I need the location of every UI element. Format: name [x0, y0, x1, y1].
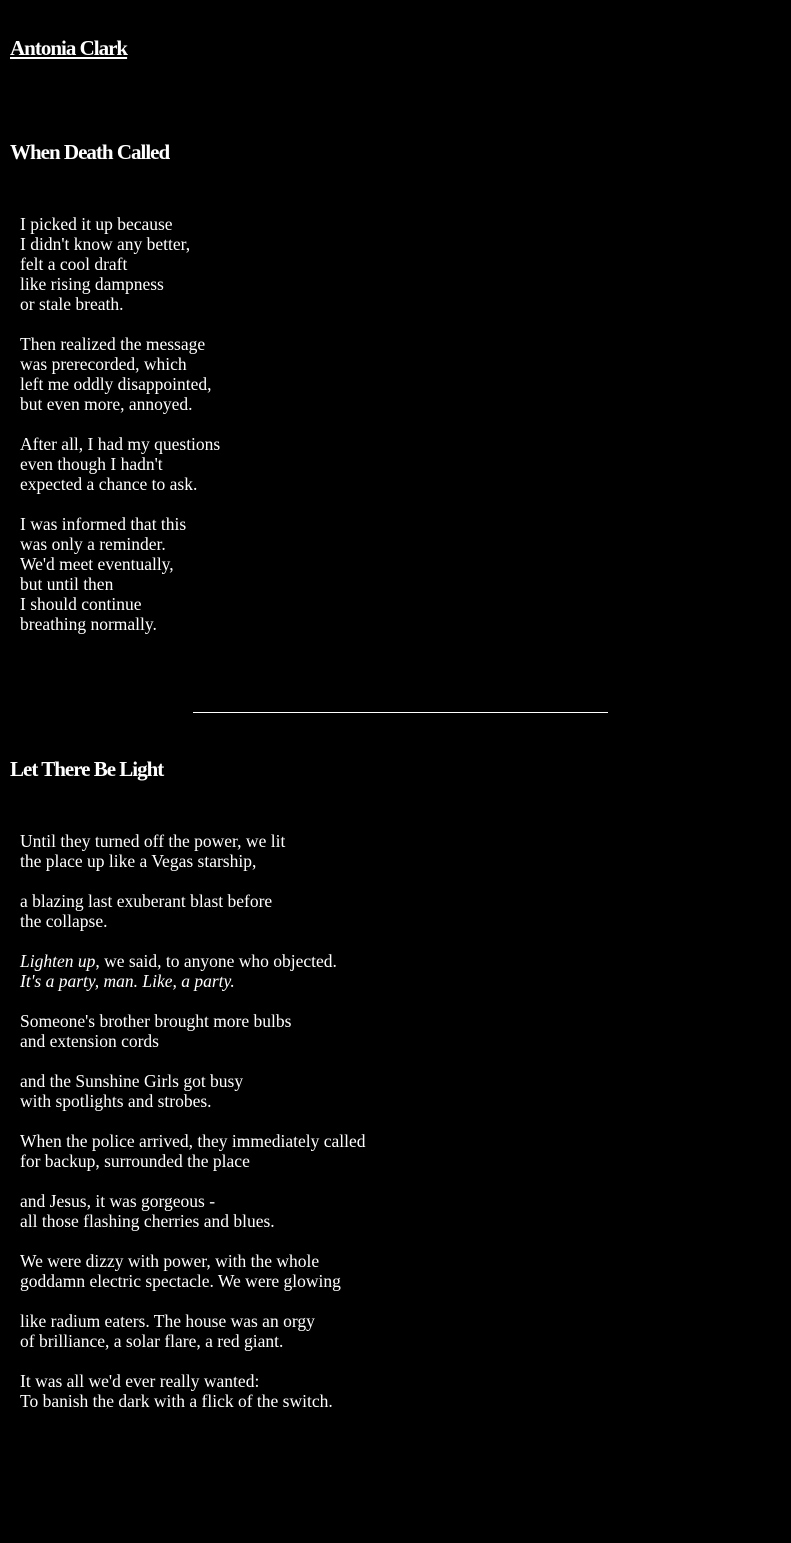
stanza-break	[20, 1231, 365, 1251]
author-link[interactable]: Antonia Clark	[10, 36, 128, 60]
poem-line: and the Sunshine Girls got busy	[20, 1071, 244, 1091]
stanza-break	[20, 314, 220, 334]
section-divider	[193, 712, 608, 713]
italic-text: Lighten up	[20, 951, 96, 971]
poem-line: the place up like a Vegas starship,	[20, 851, 257, 871]
poem-line: We'd meet eventually,	[20, 554, 174, 574]
stanza-break	[20, 1291, 365, 1311]
poem-line: To banish the dark with a flick of the switch.	[20, 1391, 333, 1411]
poem-title: When Death Called	[10, 140, 170, 164]
poem-line	[20, 971, 365, 991]
poem-line: left me oddly disappointed,	[20, 374, 212, 394]
text-segment: , we said, to anyone who objected.	[95, 951, 337, 971]
poem-line: After all, I had my questions	[20, 434, 221, 454]
poem-line: We were dizzy with power, with the whole	[20, 1251, 320, 1271]
poem-line: for backup, surrounded the place	[20, 1151, 250, 1171]
poem-line: was prerecorded, which	[20, 354, 187, 374]
stanza-break	[20, 1051, 365, 1071]
poem-line: Then realized the message	[20, 334, 206, 354]
poem-line: but even more, annoyed.	[20, 394, 193, 414]
poem-line: breathing normally.	[20, 614, 157, 634]
poem-line: Someone's brother brought more bulbs	[20, 1011, 292, 1031]
stanza-break	[20, 931, 365, 951]
stanza-break	[20, 1111, 365, 1131]
poem-line: but until then	[20, 574, 114, 594]
poem-line: and Jesus, it was gorgeous -	[20, 1191, 216, 1211]
poem-line: with spotlights and strobes.	[20, 1091, 212, 1111]
poem-line: and extension cords	[20, 1031, 159, 1051]
poem-line: I picked it up because	[20, 214, 173, 234]
poem-line: a blazing last exuberant blast before	[20, 891, 273, 911]
stanza-break	[20, 871, 365, 891]
poem-line: I should continue	[20, 594, 142, 614]
poem-line: goddamn electric spectacle. We were glowing	[20, 1271, 341, 1291]
stanza-break	[20, 1171, 365, 1191]
poem-line: I didn't know any better,	[20, 234, 191, 254]
poem-line: all those flashing cherries and blues.	[20, 1211, 275, 1231]
poem-line: When the police arrived, they immediately called	[20, 1131, 366, 1151]
poem-line: like rising dampness	[20, 274, 164, 294]
poem-line: felt a cool draft	[20, 254, 128, 274]
italic-text: It's a party, man. Like, a party.	[20, 971, 235, 991]
stanza-break	[20, 991, 365, 1011]
stanza-break	[20, 1351, 365, 1371]
poem-line: Until they turned off the power, we lit	[20, 831, 286, 851]
poem-line: It was all we'd ever really wanted:	[20, 1371, 260, 1391]
stanza-break	[20, 414, 220, 434]
poem-line: was only a reminder.	[20, 534, 166, 554]
poem-line: even though I hadn't	[20, 454, 163, 474]
poem-line: or stale breath.	[20, 294, 124, 314]
poem-body	[20, 214, 220, 634]
poem-line: the collapse.	[20, 911, 108, 931]
poem-title: Let There Be Light	[10, 757, 164, 781]
poem-line: I was informed that this	[20, 514, 187, 534]
stanza-break	[20, 494, 220, 514]
poem-line	[20, 951, 365, 971]
poem-body	[20, 831, 365, 1411]
poem-line: of brilliance, a solar flare, a red giant.	[20, 1331, 284, 1351]
poem-line: expected a chance to ask.	[20, 474, 198, 494]
poem-line: like radium eaters. The house was an orgy	[20, 1311, 315, 1331]
